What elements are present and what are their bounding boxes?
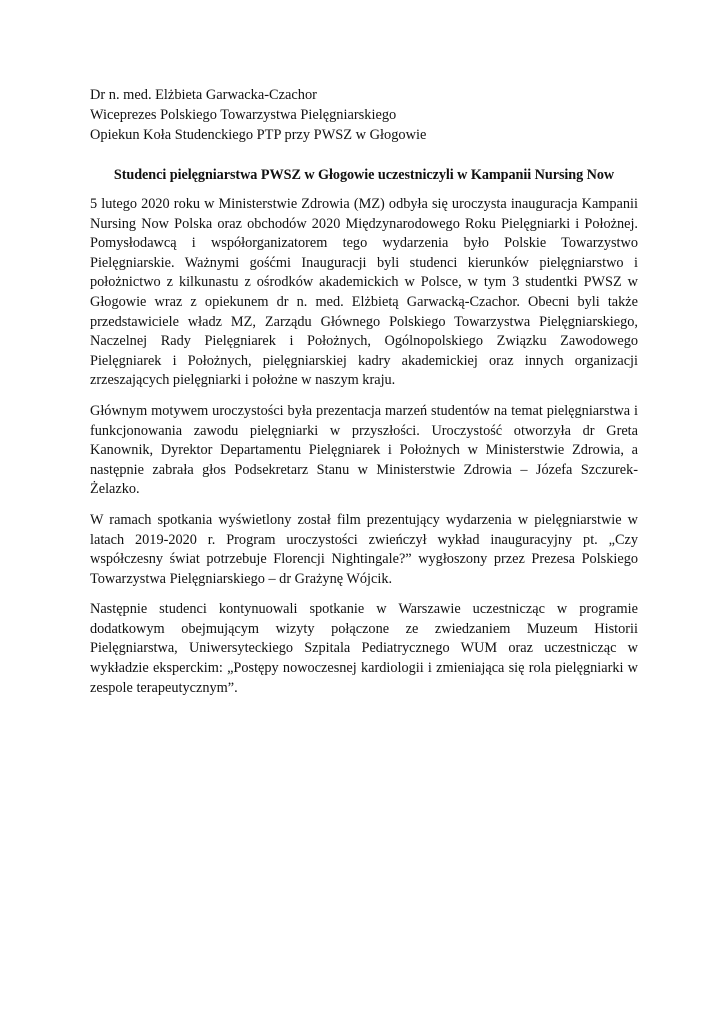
author-name: Dr n. med. Elżbieta Garwacka-Czachor (90, 87, 317, 103)
paragraph-inauguration: 5 lutego 2020 roku w Ministerstwie Zdrowia (MZ) odbyła się uroczysta inauguracja Kampanii Nursing Now Polska oraz obchodów 2020 Międzynarodowego Roku Pielęgniarki i Położnej. Pomysłodawcą i współorganizatorem tego wydarzenia było Polskie Towarzystwo Pielęgniarskie. Ważnymi gośćmi Inauguracji byli studenci kierunków pielęgniarstwo i położnictwo z kilkunastu z ośrodków akademickich w Polsce, w tym 3 studentki PWSZ w Głogowie wraz z opiekunem dr n. med. Elżbietą Garwacką-Czachor. Obecni byli także przedstawiciele władz MZ, Zarządu Głównego Polskiego Towarzystwa Pielęgniarskiego, Naczelnej Rady Pielęgniarek i Położnych, Ogólnopolskiego Związku Zawodowego Pielęgniarek i Położnych, pielęgniarskiej kadry akademickiej oraz innych organizacji zrzeszających pielęgniarki i położne w naszym kraju. (90, 196, 638, 389)
document-page (90, 85, 638, 698)
author-block (90, 85, 638, 145)
paragraph-film-and-lecture: W ramach spotkania wyświetlony został film prezentujący wydarzenia w pielęgniarstwie w latach 2019-2020 r. Program uroczystości zwieńczył wykład inauguracyjny pt. „Czy współczesny świat potrzebuje Florencji Nightingale?” wygłoszony przez Prezesa Polskiego Towarzystwa Pielęgniarskiego – dr Grażynę Wójcik. (90, 511, 638, 587)
paragraph-additional-program: Następnie studenci kontynuowali spotkanie w Warszawie uczestnicząc w programie dodatkowym obejmującym wizyty połączone ze zwiedzaniem Muzeum Historii Pielęgniarstwa, Uniwersyteckiego Szpitala Pediatrycznego WUM oraz uczestnicząc w wykładzie eksperckim: „Postępy nowoczesnej kardiologii i zmieniająca się rola pielęgniarki w zespole terapeutycznym”. (90, 601, 638, 696)
document-title: Studenci pielęgniarstwa PWSZ w Głogowie uczestniczyli w Kampanii Nursing Now (113, 167, 615, 183)
author-affiliation: Opiekun Koła Studenckiego PTP przy PWSZ w Głogowie (90, 127, 427, 143)
author-role: Wiceprezes Polskiego Towarzystwa Pielęgniarskiego (90, 107, 397, 123)
paragraph-main-motive: Głównym motywem uroczystości była prezentacja marzeń studentów na temat pielęgniarstwa i funkcjonowania zawodu pielęgniarki w przyszłości. Uroczystość otworzyła dr Greta Kanownik, Dyrektor Departamentu Pielęgniarek i Położnych w Ministerstwie Zdrowia, a następnie zabrała głos Podsekretarz Stanu w Ministerstwie Zdrowia – Józefa Szczurek-Żelazko. (90, 402, 638, 498)
